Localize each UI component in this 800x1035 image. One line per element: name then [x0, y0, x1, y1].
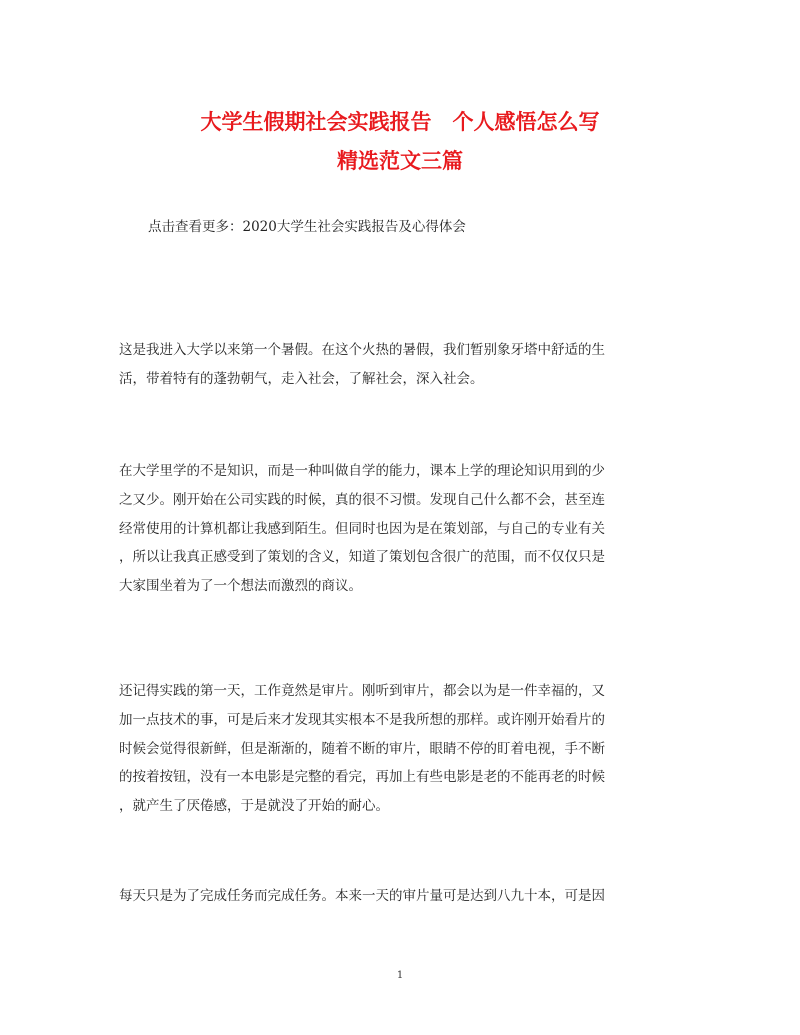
paragraph-line: ，所以让我真正感受到了策划的含义，知道了策划包含很广的范围，而不仅仅只是	[119, 549, 605, 566]
paragraph-line: ，就产生了厌倦感，于是就没了开始的耐心。	[119, 798, 389, 815]
paragraph-4	[119, 882, 684, 911]
paragraph-line: 时候会觉得很新鲜，但是渐渐的，随着不断的审片，眼睛不停的盯着电视，手不断	[119, 740, 605, 757]
paragraph-line: 每天只是为了完成任务而完成任务。本来一天的审片量可是达到八九十本，可是因	[119, 888, 605, 904]
page-number: 1	[396, 970, 404, 981]
paragraph-3	[119, 677, 684, 821]
more-articles-link[interactable]: 点击查看更多：2020大学生社会实践报告及心得体会	[148, 219, 466, 235]
document-title-line-1: 大学生假期社会实践报告 个人感悟怎么写	[200, 109, 600, 134]
paragraph-line: 这是我进入大学以来第一个暑假。在这个火热的暑假，我们暂别象牙塔中舒适的生	[119, 342, 605, 358]
paragraph-line: 活，带着特有的蓬勃朝气，走入社会，了解社会，深入社会。	[119, 370, 484, 387]
paragraph-line: 在大学里学的不是知识，而是一种叫做自学的能力，课本上学的理论知识用到的少	[119, 463, 605, 479]
paragraph-line: 加一点技术的事，可是后来才发现其实根本不是我所想的那样。或许刚开始看片的	[119, 711, 605, 728]
paragraph-2	[119, 457, 684, 601]
paragraph-line: 大家围坐着为了一个想法而激烈的商议。	[119, 578, 362, 595]
paragraph-line: 还记得实践的第一天，工作竟然是审片。刚听到审片，都会以为是一件幸福的，又	[119, 683, 605, 699]
document-title-line-2: 精选范文三篇	[337, 148, 463, 173]
paragraph-line: 经常使用的计算机都让我感到陌生。但同时也因为是在策划部，与自己的专业有关	[119, 520, 605, 537]
paragraph-line: 之又少。刚开始在公司实践的时候，真的很不习惯。发现自己什么都不会，甚至连	[119, 491, 605, 508]
paragraph-line: 的按着按钮，没有一本电影是完整的看完，再加上有些电影是老的不能再老的时候	[119, 769, 605, 786]
paragraph-1	[119, 336, 684, 394]
